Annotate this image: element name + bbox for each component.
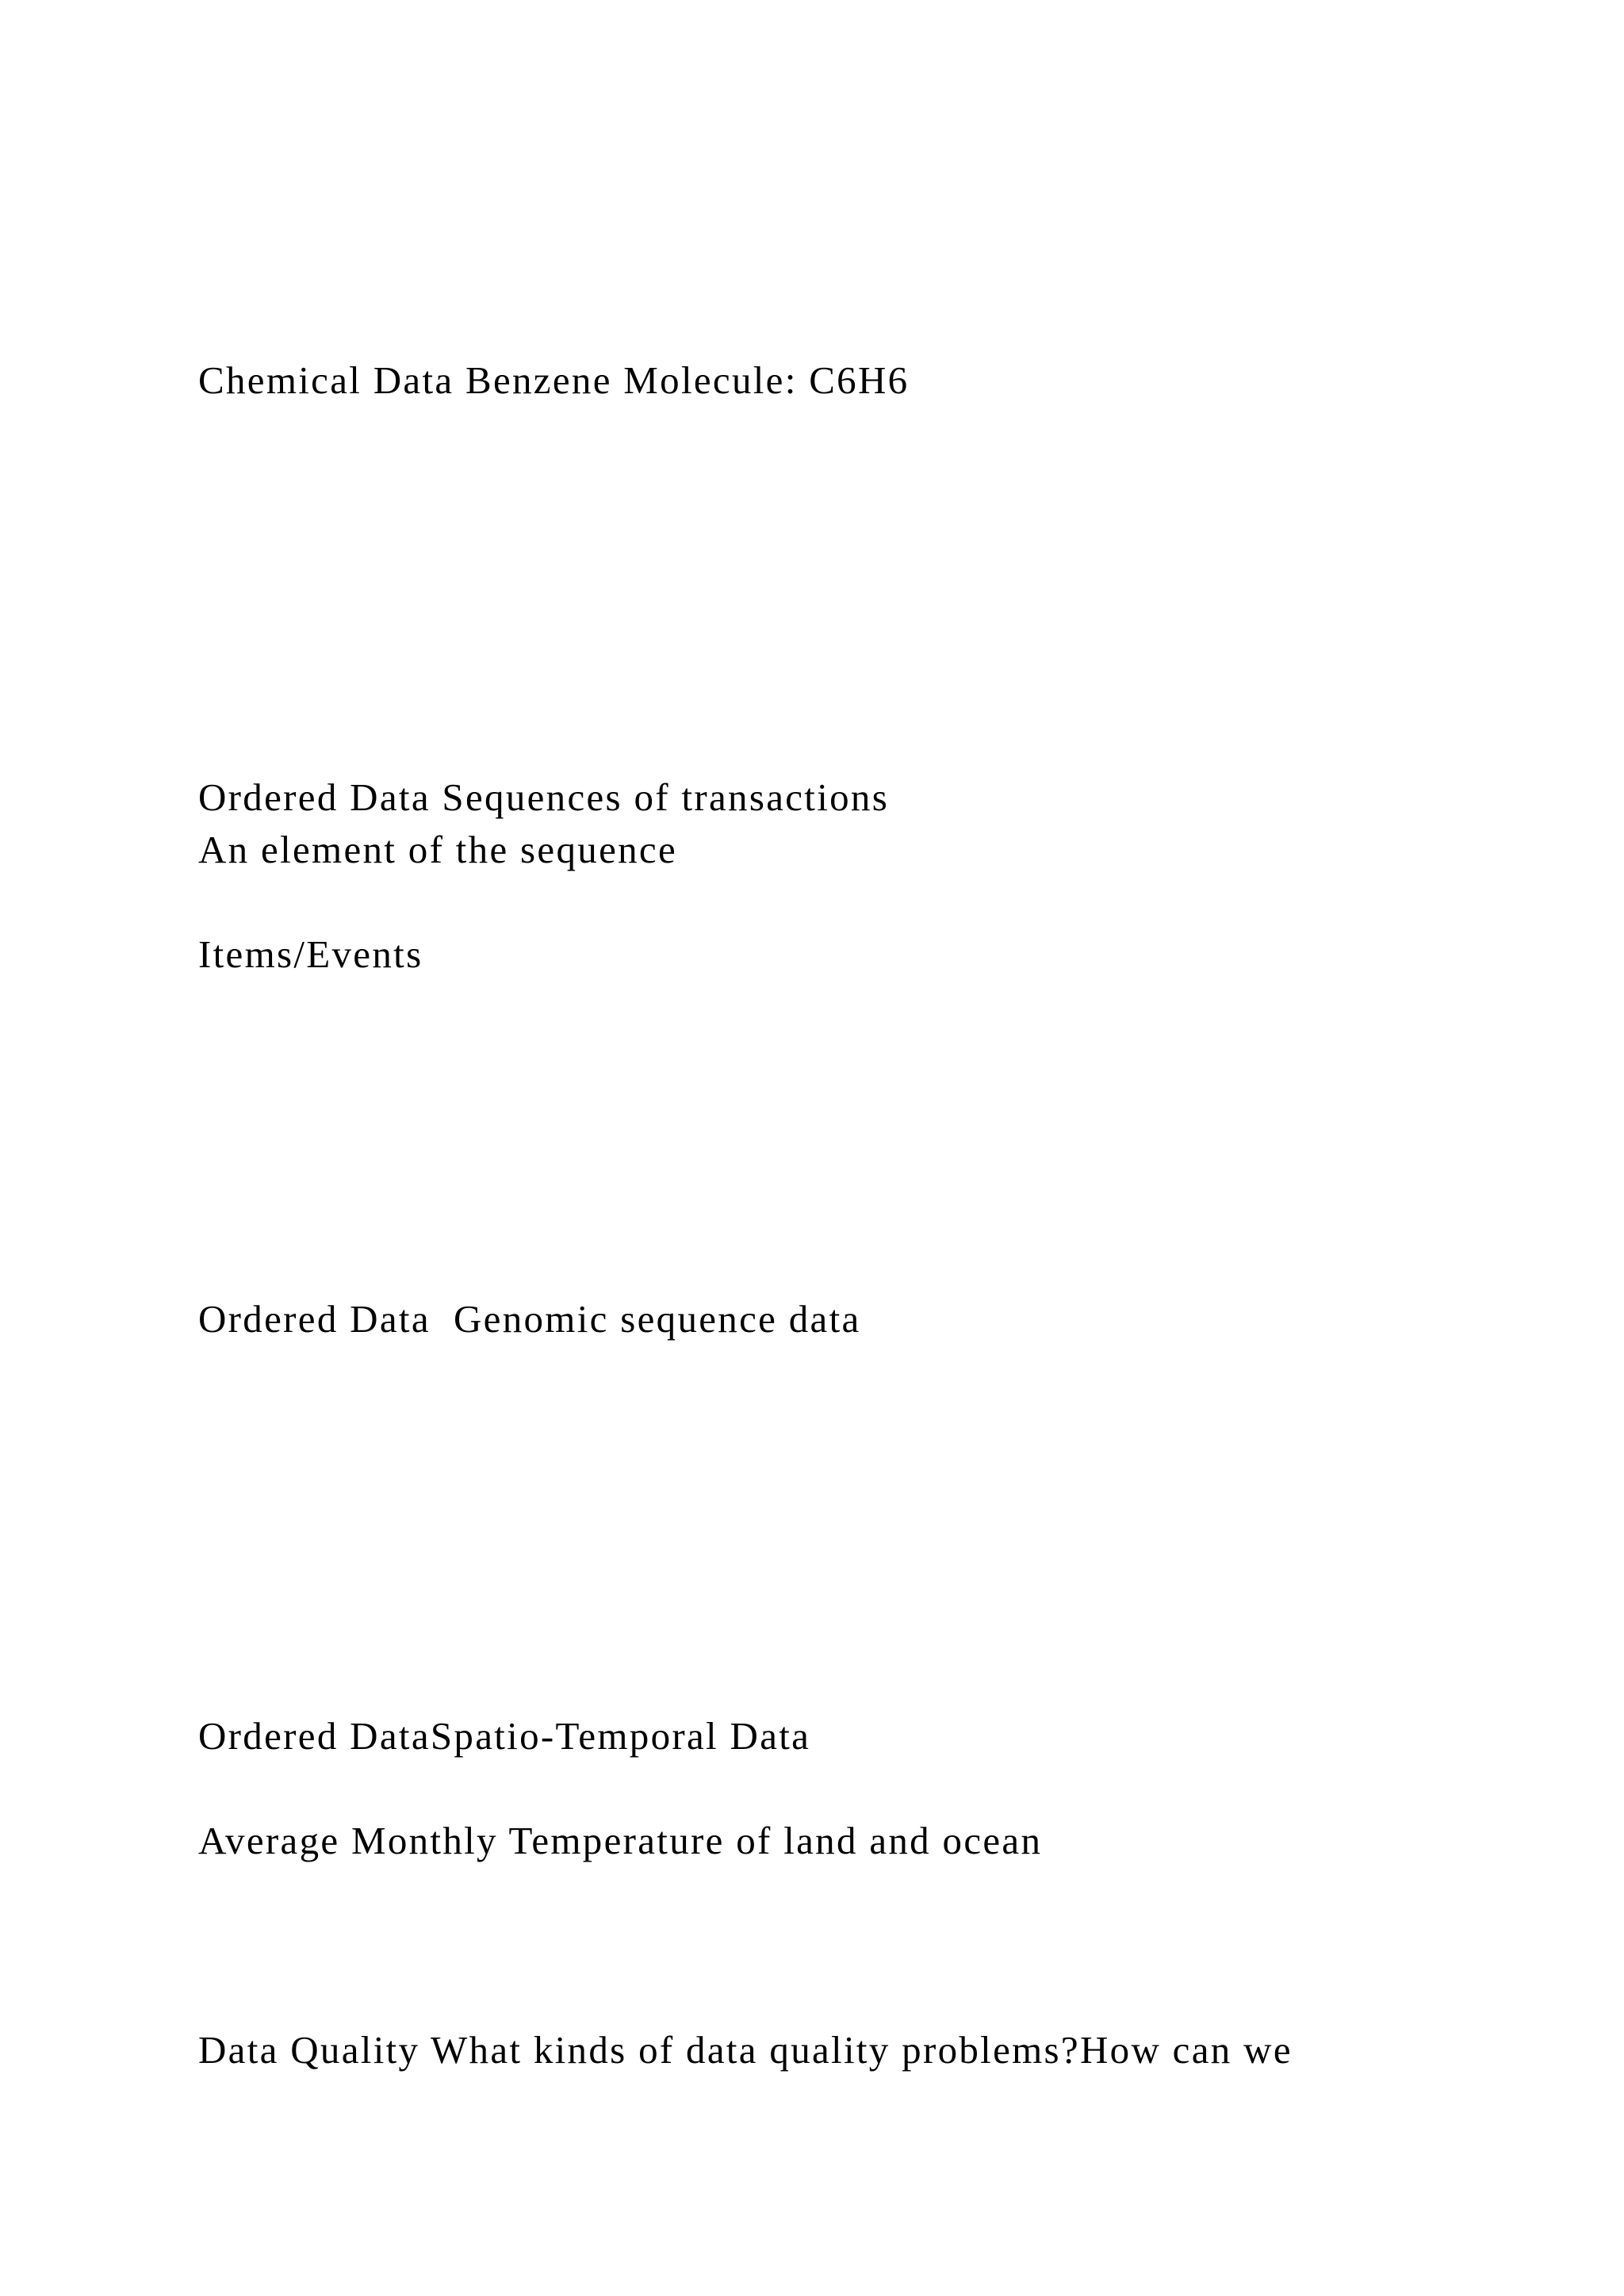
chemical-data-heading: Chemical Data Benzene Molecule: C6H6 (198, 358, 910, 402)
spatio-temporal-heading: Ordered DataSpatio-Temporal Data (198, 1714, 811, 1758)
data-quality-heading: Data Quality What kinds of data quality problems?How can we (198, 2028, 1293, 2072)
average-temperature-text: Average Monthly Temperature of land and ocean (198, 1819, 1043, 1862)
items-events-text: Items/Events (198, 932, 423, 976)
ordered-data-sequences-heading: Ordered Data Sequences of transactions (198, 775, 890, 819)
genomic-sequence-heading: Ordered Data Genomic sequence data (198, 1297, 861, 1341)
sequence-element-text: An element of the sequence (198, 828, 678, 871)
